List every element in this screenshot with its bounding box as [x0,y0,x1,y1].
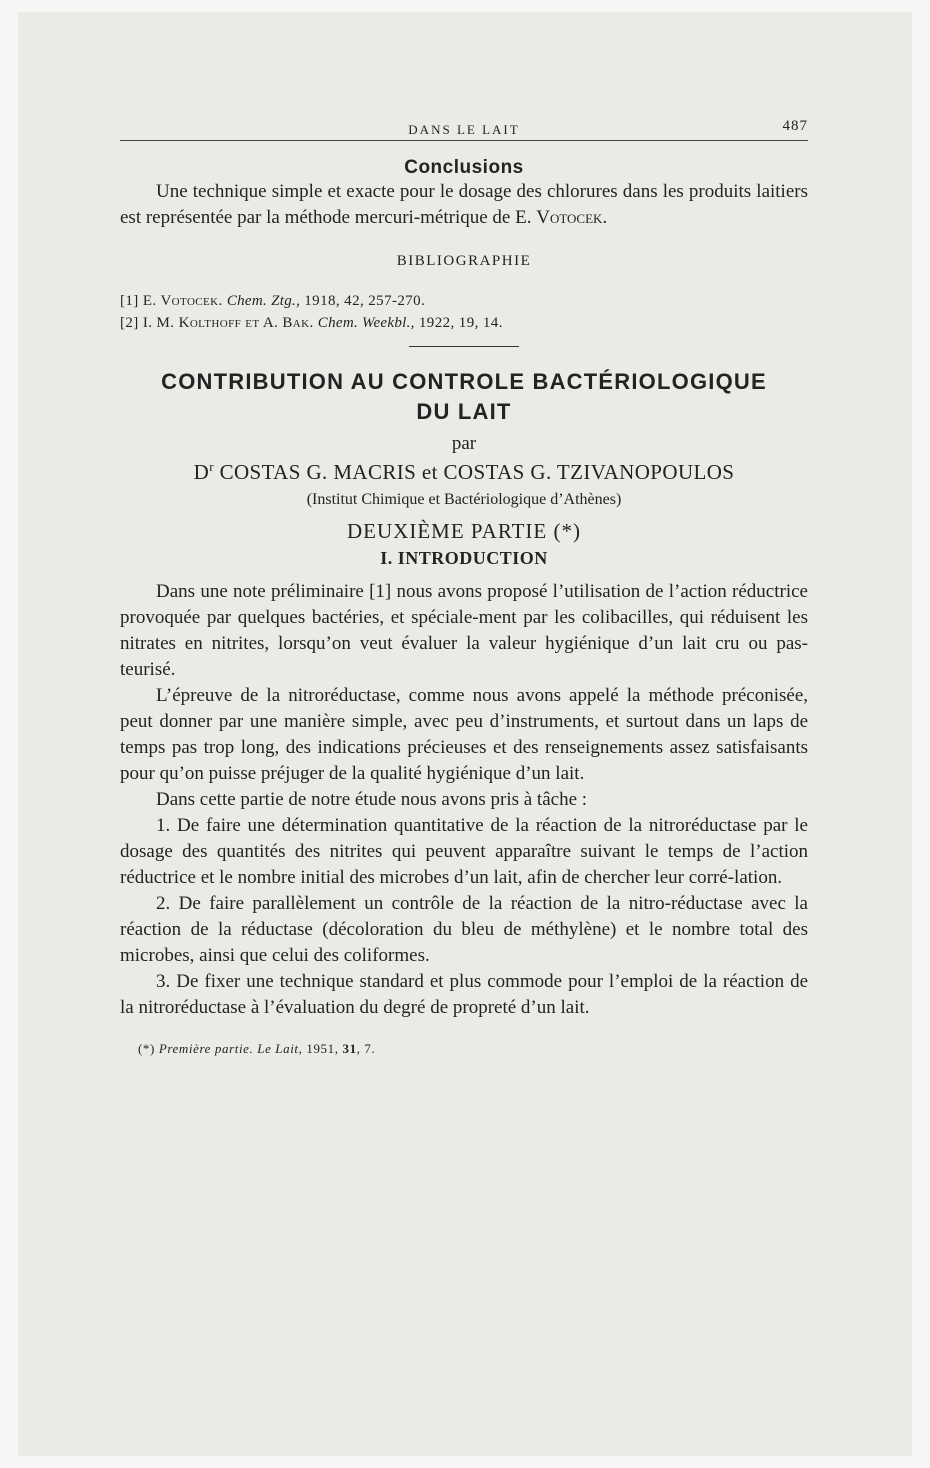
page-number: 487 [782,118,808,134]
authors: $D^r$ COSTAS G. MACRIS et COSTAS G. TZIVANOPOULOS [193,459,735,484]
body-paragraph: Dans cette partie de notre étude nous avons pris à tâche : [156,789,588,810]
part-heading: DEUXIÈME PARTIE (*) [347,519,581,543]
body-paragraph: Dans une note préliminaire [1] nous avons proposé l’utilisation de l’action réductrice provoquée par quelques bactéries, et spéciale-ment par les colibacilles, qui réduisent les nitrates en nitrites, lorsqu’on veut évaluer la valeur hygiénique d’un lait cru ou pas-teurisé. [120,581,808,680]
institution: (Institut Chimique et Bactériologique d’Athènes) [306,491,622,508]
by-line: par [451,433,477,454]
body-paragraph: L’épreuve de la nitroréductase, comme nous avons appelé la méthode préconisée, peut donner par une manière simple, avec peu d’instruments, et surtout dans un laps de temps pas trop long, des indications précieuses et des renseignements assez satisfaisants pour qu’on puisse préjuger de la qualité hygiénique d’un lait. [120,685,808,784]
body-paragraph: 2. De faire parallèlement un contrôle de la réaction de la nitro-réductase avec la réaction de la réductase (décoloration du bleu de méthylène) et le nombre total des microbes, ainsi que celui des coliformes. [120,893,808,966]
scanned-page [18,12,912,1456]
bibliography-list [120,290,808,334]
body-paragraph: 3. De fixer une technique standard et plus commode pour l’emploi de la réaction de la nitroréductase à l’évaluation du degré de propreté d’un lait. [120,971,808,1018]
footnote: (*) Première partie. Le Lait, 1951, 31, 7. [138,1041,376,1056]
reference-item: [1] E. Votocek. Chem. Ztg., 1918, 42, 257-270. [120,293,426,309]
running-head [120,114,808,141]
running-head-title: DANS LE LAIT [408,122,520,137]
section-heading: I. INTRODUCTION [380,548,548,568]
section-separator [409,346,519,347]
bibliography-heading: BIBLIOGRAPHIE [396,253,532,269]
reference-item: [2] I. M. Kolthoff et A. Bak. Chem. Weekbl., 1922, 19, 14. [120,315,503,331]
body-paragraph: 1. De faire une détermination quantitative de la réaction de la nitroréductase par le dosage des quantités des nitrites qui peuvent apparaître suivant le temps de l’action réductrice et le nombre initial des microbes d’un lait, afin de chercher leur corré-lation. [120,815,808,888]
article-title: CONTRIBUTION AU CONTROLE BACTÉRIOLOGIQUE DU LAIT [161,369,767,424]
conclusions-paragraph: Une technique simple et exacte pour le dosage des chlorures dans les produits laitiers est représentée par la méthode mercuri-métrique de E. Votocek. [120,181,808,228]
conclusions-heading: Conclusions [404,157,524,178]
page-content [120,114,808,1057]
